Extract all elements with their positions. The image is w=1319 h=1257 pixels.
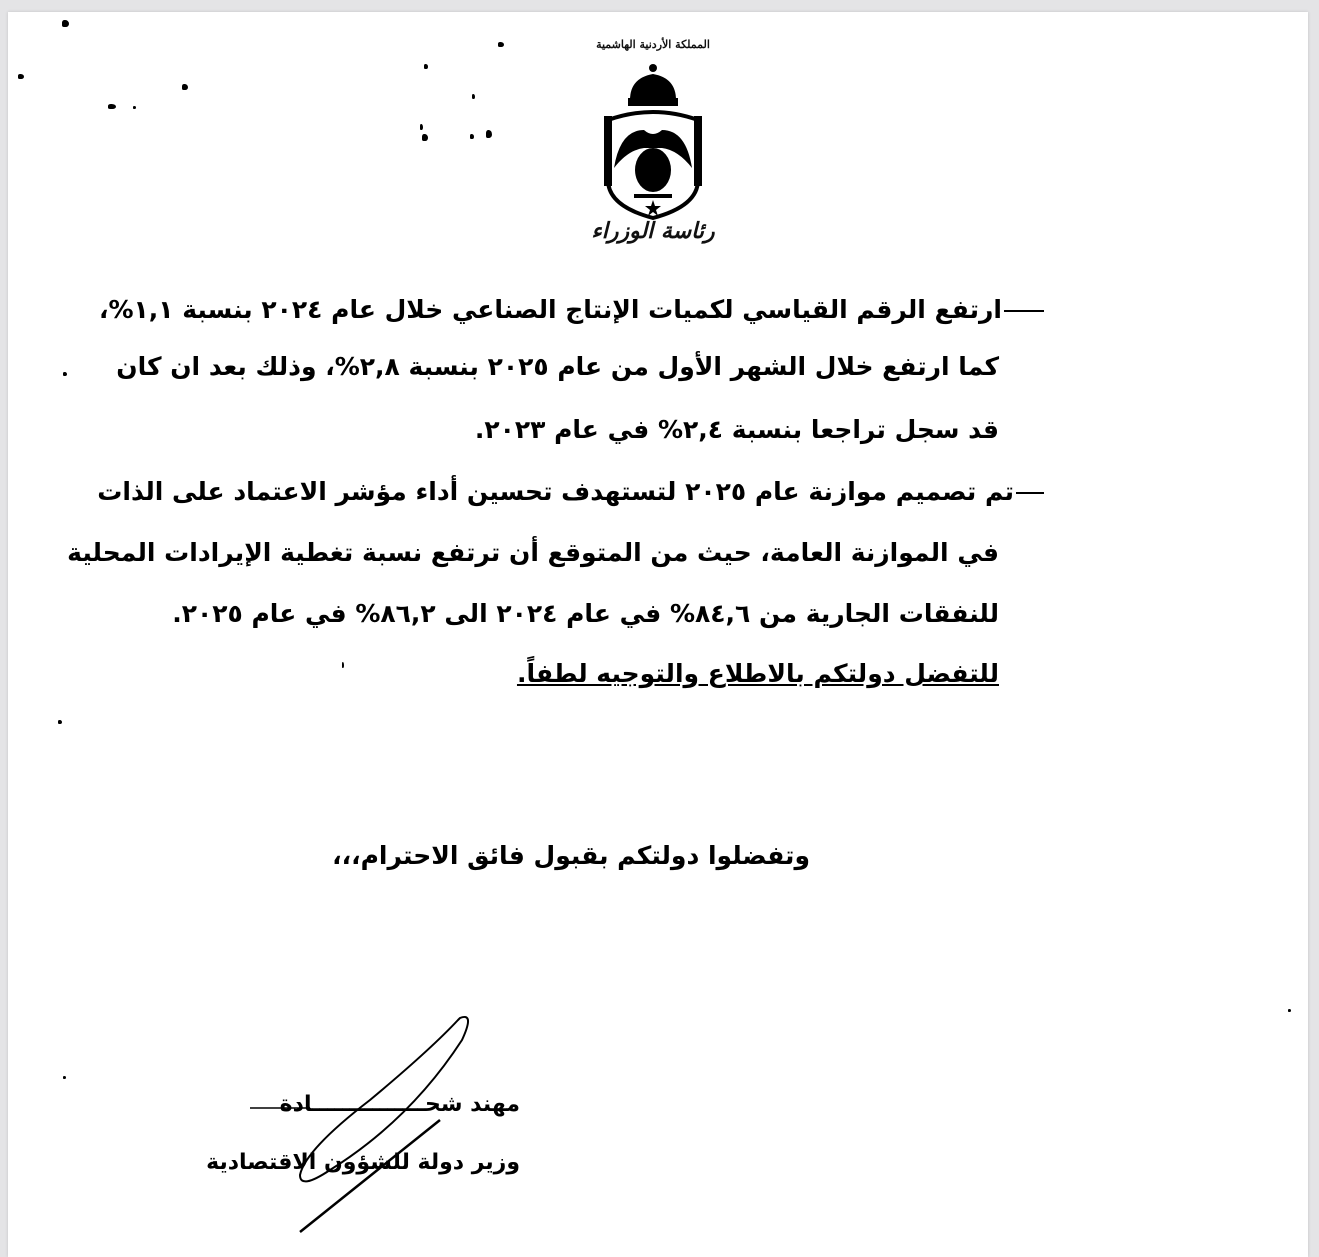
scan-speck (58, 720, 62, 724)
scan-speck (498, 42, 504, 47)
paragraph-1-line-1: ارتفع الرقم القياسي لكميات الإنتاج الصناعي خلال عام ٢٠٢٤ بنسبة ١,١%، (99, 294, 1044, 326)
paragraph-2-line-1: تم تصميم موازنة عام ٢٠٢٥ لتستهدف تحسين أداء مؤشر الاعتماد على الذات (97, 476, 1044, 508)
scan-speck (182, 84, 188, 90)
signer-name: مهند شحـــــــــــــــادة (279, 1092, 520, 1117)
jordan-coat-of-arms-icon (600, 60, 706, 220)
scan-speck (108, 104, 116, 109)
scan-speck (470, 134, 474, 139)
paragraph-1-line-3: قد سجل تراجعا بنسبة ٢,٤% في عام ٢٠٢٣. (474, 415, 999, 444)
scan-speck (62, 20, 69, 27)
scan-speck (63, 1076, 66, 1079)
letterhead (578, 30, 728, 260)
letterhead-country: المملكة الأردنية الهاشمية (596, 38, 710, 51)
closing-line: وتفضلوا دولتكم بقبول فائق الاحترام،،، (332, 841, 810, 870)
paragraph-2-line-2: في الموازنة العامة، حيث من المتوقع أن ترتفع نسبة تغطية الإيرادات المحلية (67, 538, 999, 567)
letterhead-office: رئاسة الوزراء (591, 218, 715, 244)
scan-speck (472, 94, 475, 99)
scan-speck (422, 134, 428, 141)
scan-speck (18, 74, 24, 79)
paragraph-2-line-3: للنفقات الجارية من ٨٤,٦% في عام ٢٠٢٤ الى ٨٦,٢% في عام ٢٠٢٥. (172, 599, 999, 628)
scan-speck (1288, 1009, 1291, 1012)
scan-speck (133, 106, 136, 109)
bullet-dash (1004, 310, 1044, 312)
scan-speck (424, 64, 428, 69)
paragraph-1-line-2: كما ارتفع خلال الشهر الأول من عام ٢٠٢٥ بنسبة ٢,٨%، وذلك بعد ان كان (116, 352, 999, 381)
signer-title: وزير دولة للشؤون الاقتصادية (206, 1150, 520, 1175)
scan-speck (420, 124, 423, 130)
bullet-dash (1016, 492, 1044, 494)
handwritten-signature (230, 1010, 480, 1240)
scan-speck (342, 662, 344, 668)
scan-speck (63, 372, 67, 376)
scan-speck (486, 130, 492, 138)
request-line: للتفضل دولتكم بالاطلاع والتوجيه لطفاً. (516, 659, 999, 688)
